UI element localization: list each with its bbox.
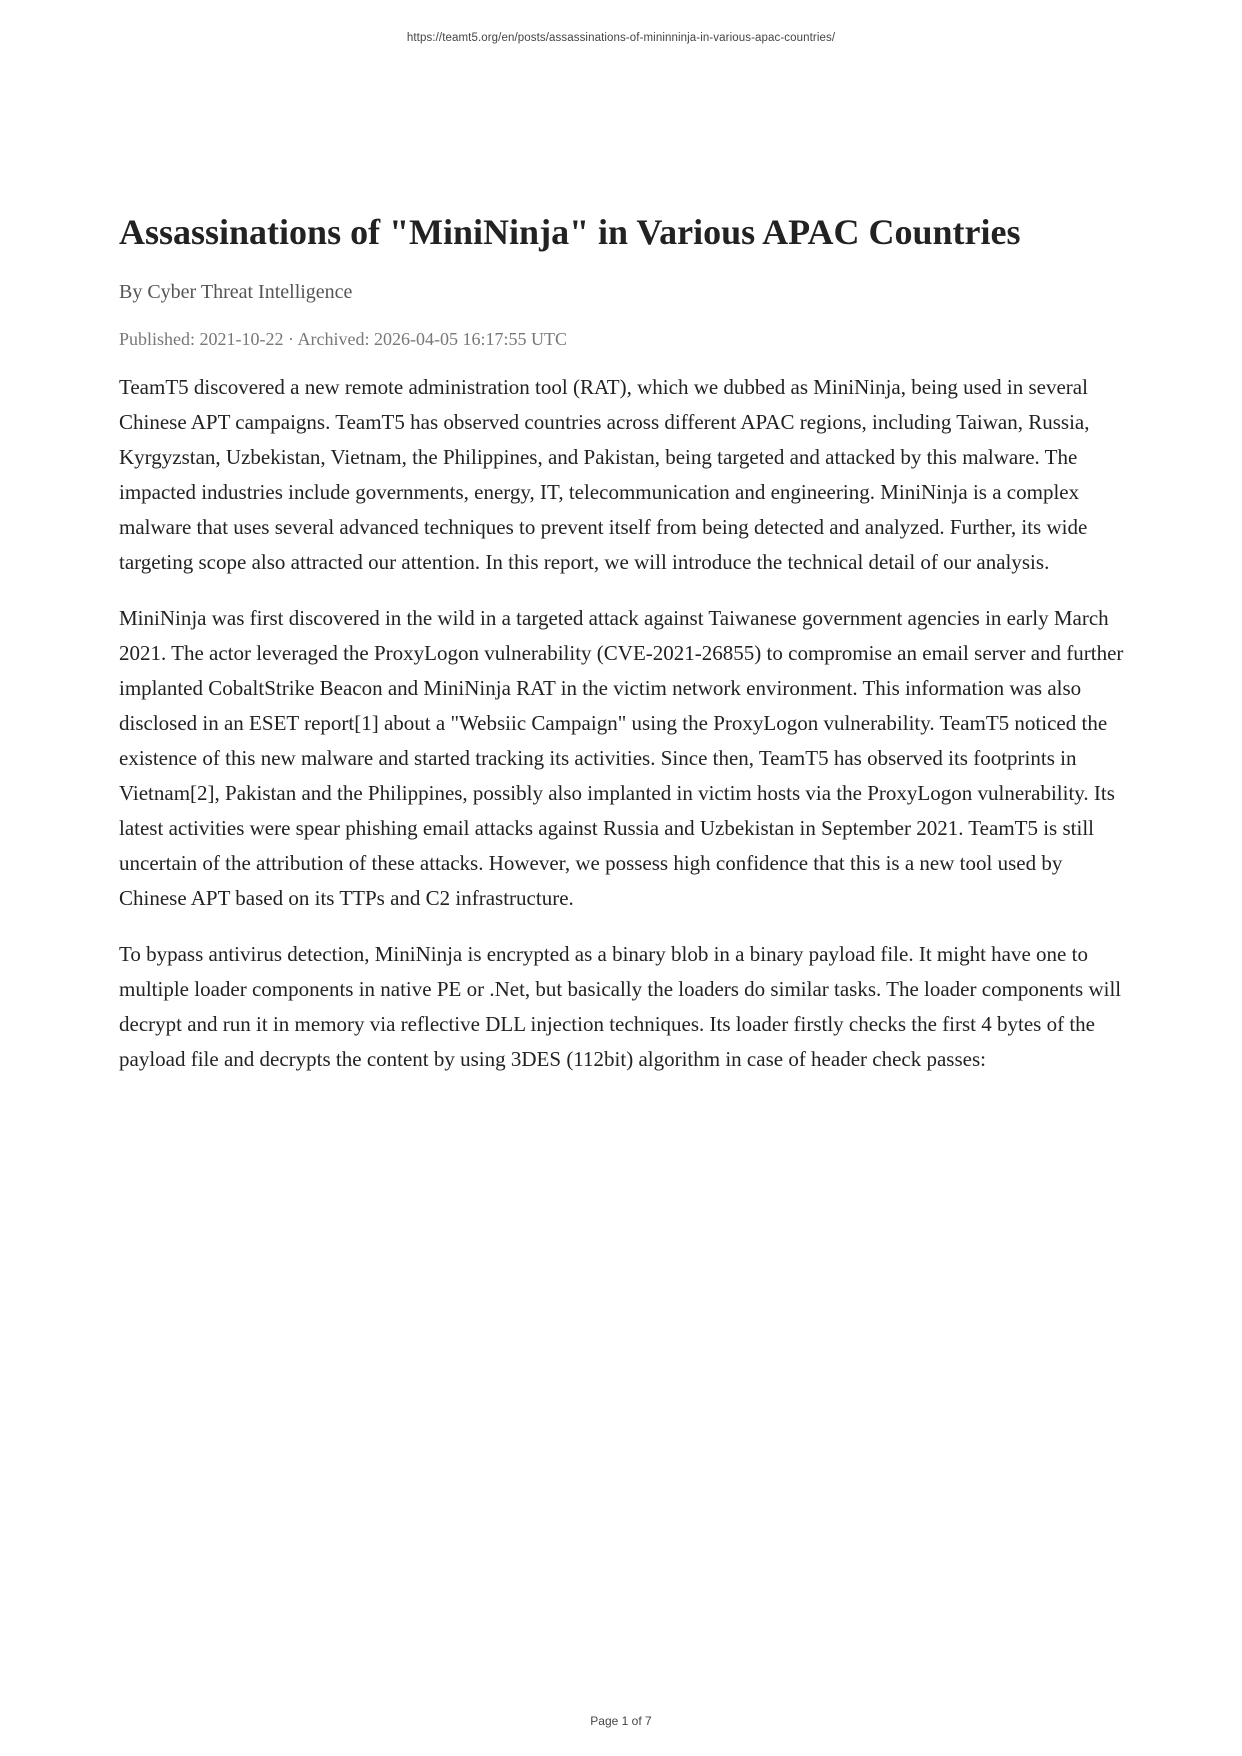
article-byline: By Cyber Threat Intelligence [119,281,353,303]
article-paragraph: MiniNinja was first discovered in the wild in a targeted attack against Taiwanese government agencies in early March 2021. The actor leveraged the ProxyLogon vulnerability (CVE-2021-26855) to compromise an email server and further implanted CobaltStrike Beacon and MiniNinja RAT in the victim network environment. This information was also disclosed in an ESET report[1] about a "Websiic Campaign" using the ProxyLogon vulnerability. TeamT5 noticed the existence of this new malware and started tracking its activities. Since then, TeamT5 has observed its footprints in Vietnam[2], Pakistan and the Philippines, possibly also implanted in victim hosts via the ProxyLogon vulnerability. Its latest activities were spear phishing email attacks against Russia and Uzbekistan in September 2021. TeamT5 is still uncertain of the attribution of these attacks. However, we possess high confidence that this is a new tool used by Chinese APT based on its TTPs and C2 infrastructure. [119,606,1124,910]
page-number-footer: Page 1 of 7 [590,1714,652,1728]
article [119,210,1129,1077]
article-paragraph: TeamT5 discovered a new remote administration tool (RAT), which we dubbed as MiniNinja, being used in several Chinese APT campaigns. TeamT5 has observed countries across different APAC regions, including Taiwan, Russia, Kyrgyzstan, Uzbekistan, Vietnam, the Philippines, and Pakistan, being targeted and attacked by this malware. The impacted industries include governments, energy, IT, telecommunication and engineering. MiniNinja is a complex malware that uses several advanced techniques to prevent itself from being detected and analyzed. Further, its wide targeting scope also attracted our attention. In this report, we will introduce the technical detail of our analysis. [119,375,1090,574]
article-publish-meta: Published: 2021-10-22 · Archived: 2026-04-05 16:17:55 UTC [119,329,567,349]
page-url-header: https://teamt5.org/en/posts/assassinations-of-mininninja-in-various-apac-countries/ [406,32,836,44]
article-title: Assassinations of "MiniNinja" in Various APAC Countries [119,212,1021,252]
article-paragraph: To bypass antivirus detection, MiniNinja is encrypted as a binary blob in a binary payload file. It might have one to multiple loader components in native PE or .Net, but basically the loaders do similar tasks. The loader components will decrypt and run it in memory via reflective DLL injection techniques. Its loader firstly checks the first 4 bytes of the payload file and decrypts the content by using 3DES (112bit) algorithm in case of header check passes: [119,942,1122,1071]
